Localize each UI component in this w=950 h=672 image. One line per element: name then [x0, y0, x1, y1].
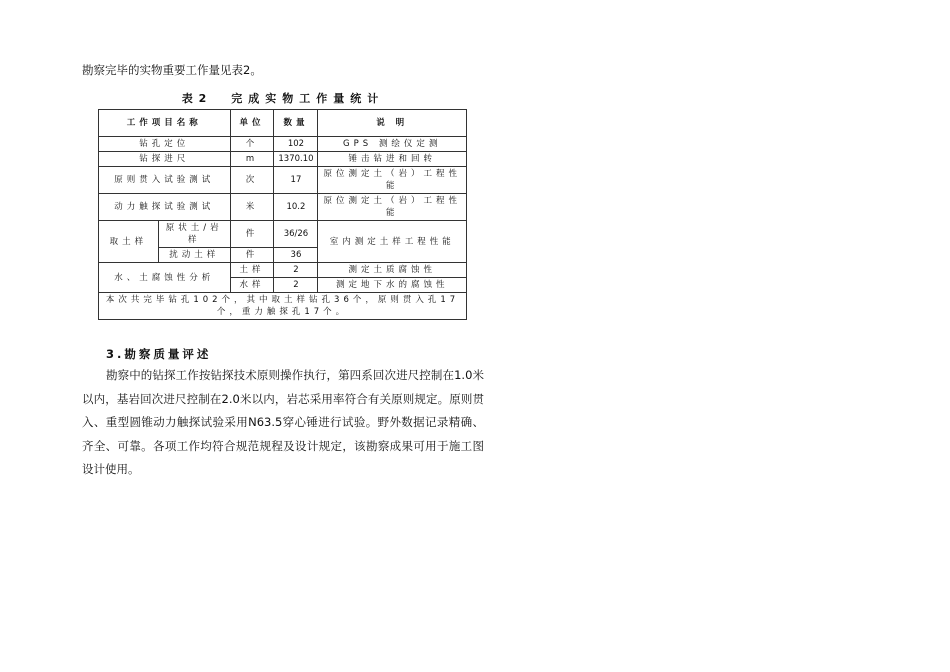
row-qty: 102 — [274, 137, 318, 152]
row-note: GPS 测绘仪定测 — [318, 137, 467, 152]
row-item: 钻探进尺 — [99, 152, 231, 167]
row-note: 锤击钻进和回转 — [318, 152, 467, 167]
row-item: 钻孔定位 — [99, 137, 231, 152]
body-paragraph: 勘察中的钻探工作按钻探技术原则操作执行，第四系回次进尺控制在1.0米以内，基岩回次进尺控制在2.0米以内，岩芯采用率符合有关原则规定。原则贯入、重型圆锥动力触探试验采用N63.5穿心锤进行试验。野外数据记录精确、齐全、可靠。各项工作均符合规范规程及设计规定，该勘察成果可用于施工图设计使用。 — [82, 368, 484, 476]
row-unit: 水样 — [230, 278, 274, 293]
table-title: 完成实物工作量统计 — [231, 92, 385, 105]
table-caption — [98, 90, 468, 106]
table-row — [99, 263, 467, 278]
table-row — [99, 152, 467, 167]
table-row — [99, 194, 467, 221]
table-row — [99, 167, 467, 194]
row-note: 测定土质腐蚀性 — [318, 263, 467, 278]
row-unit: 米 — [230, 194, 274, 221]
row-qty: 2 — [274, 278, 318, 293]
corrosion-group: 水、土腐蚀性分析 — [99, 263, 231, 293]
row-note: 原位测定土（岩）工程性能 — [318, 167, 467, 194]
section-title: 3.勘察质量评述 — [106, 347, 212, 361]
header-qty: 数量 — [274, 110, 318, 137]
row-unit: 次 — [230, 167, 274, 194]
row-unit: 件 — [230, 221, 274, 248]
table-summary: 本次共完毕钻孔102个，其中取土样钻孔36个，原则贯入孔17个，重力触探孔17个。 — [99, 293, 467, 320]
row-unit: m — [230, 152, 274, 167]
header-unit: 单位 — [230, 110, 274, 137]
table-row — [99, 137, 467, 152]
row-item: 原则贯入试验测试 — [99, 167, 231, 194]
row-qty: 17 — [274, 167, 318, 194]
workload-table — [98, 109, 467, 320]
row-note: 原位测定土（岩）工程性能 — [318, 194, 467, 221]
table-header-row — [99, 110, 467, 137]
row-qty: 36/26 — [274, 221, 318, 248]
header-item: 工作项目名称 — [99, 110, 231, 137]
row-item: 动力触探试验测试 — [99, 194, 231, 221]
table-summary-row — [99, 293, 467, 320]
row-qty: 2 — [274, 263, 318, 278]
row-note: 测定地下水的腐蚀性 — [318, 278, 467, 293]
row-qty: 1370.10 — [274, 152, 318, 167]
header-note: 说 明 — [318, 110, 467, 137]
table-number: 表 2 — [181, 92, 208, 105]
row-unit: 件 — [230, 248, 274, 263]
sampling-sub: 扰动土样 — [158, 248, 230, 263]
row-unit: 土样 — [230, 263, 274, 278]
intro-text: 勘察完毕的实物重要工作量见表2。 — [82, 63, 262, 77]
sampling-note: 室内测定土样工程性能 — [318, 221, 467, 263]
row-unit: 个 — [230, 137, 274, 152]
row-qty: 10.2 — [274, 194, 318, 221]
table-row — [99, 221, 467, 248]
sampling-group: 取土样 — [99, 221, 159, 263]
sampling-sub: 原状土/岩样 — [158, 221, 230, 248]
row-qty: 36 — [274, 248, 318, 263]
